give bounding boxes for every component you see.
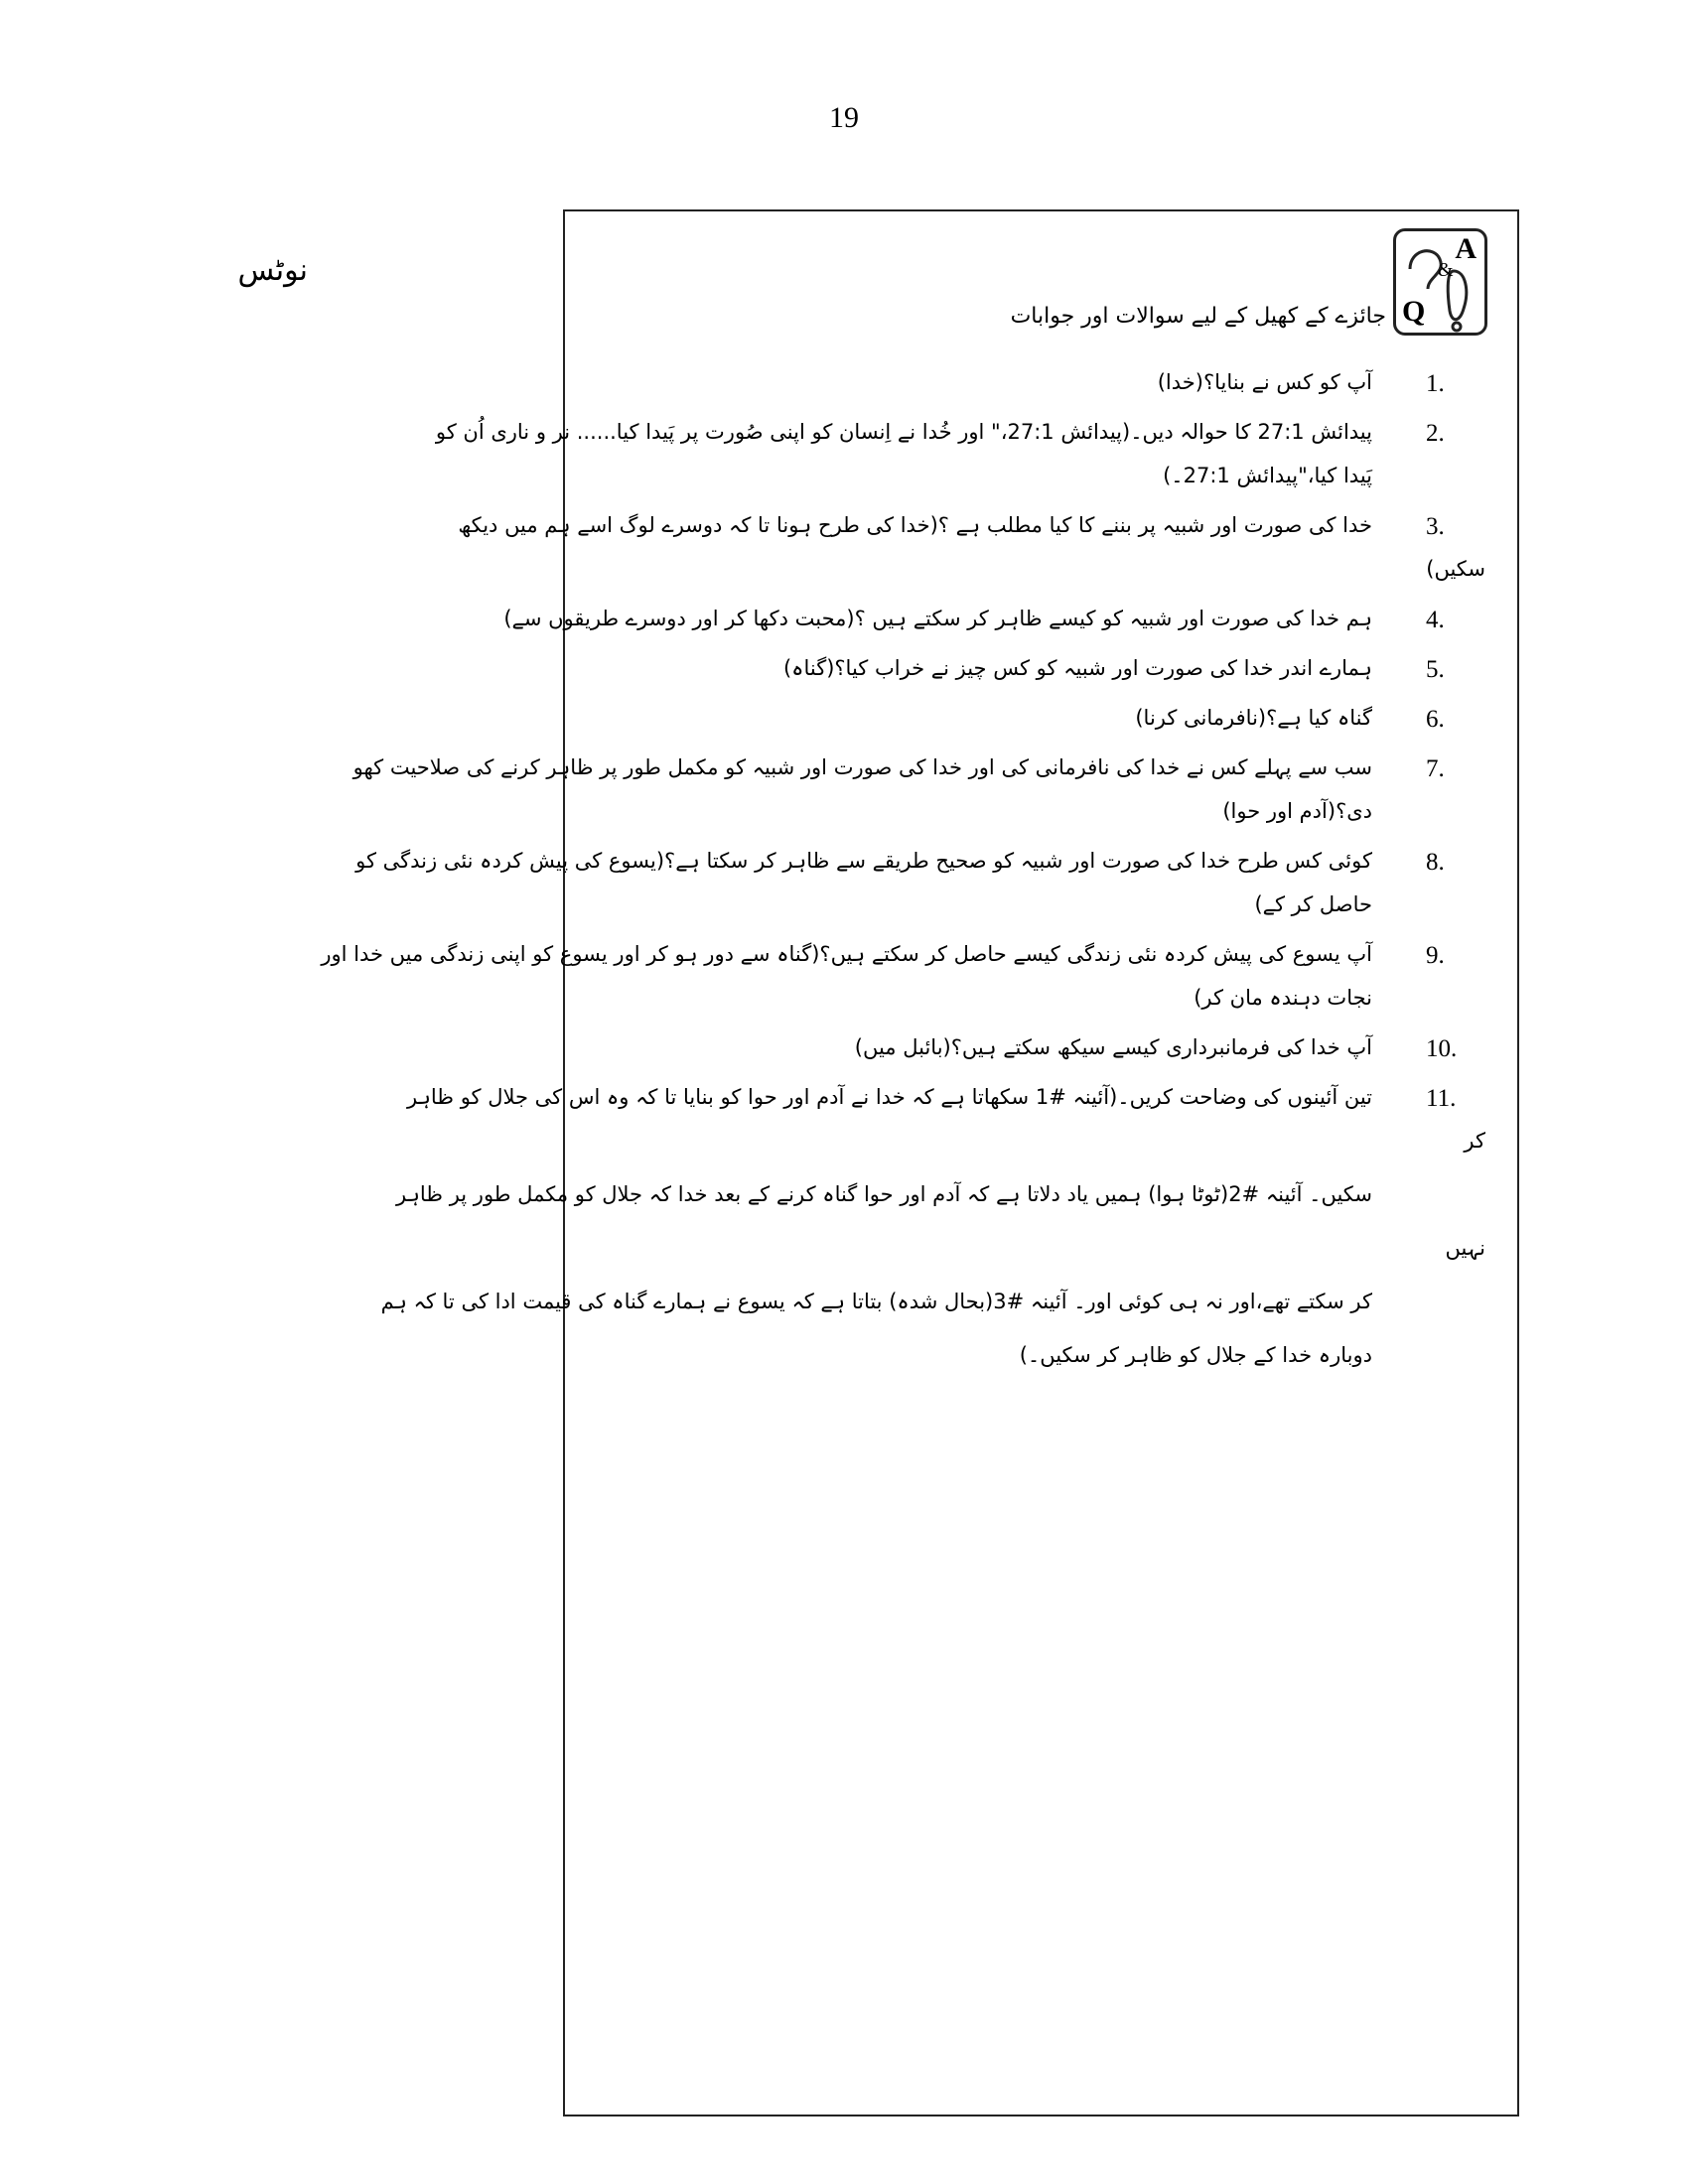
- question-item: [458, 503, 1503, 591]
- question-text-line: سب سے پہلے کس نے خدا کی نافرمانی کی اور خدا کی صورت اور شبیہ کو مکمل طور پر ظاہر کرنے کی صلاحیت کھو: [352, 755, 1372, 779]
- question-item: [352, 746, 1503, 833]
- question-text-line: حاصل کر کے): [1254, 892, 1372, 916]
- question-item: [503, 597, 1503, 640]
- question-text-line: پیدائش 27:1 کا حوالہ دیں۔(پیدائش 27:1،" اور خُدا نے اِنسان کو اپنی صُورت پر پَیدا کیا...... نر و ناری اُن کو: [435, 420, 1372, 444]
- qa-logo-icon: [1393, 228, 1487, 336]
- qa-logo-q: Q: [1402, 295, 1426, 328]
- question-number: 9.: [1426, 942, 1445, 969]
- question-item: [380, 1075, 1503, 1377]
- question-item: [579, 1025, 1503, 1069]
- question-number: 1.: [1426, 370, 1445, 397]
- qa-logo-a: A: [1455, 232, 1477, 265]
- question-text-line: کوئی کس طرح خدا کی صورت اور شبیہ کو صحیح طریقے سے ظاہر کر سکتا ہے؟(یسوع کی پیش کردہ نئی زندگی کو: [355, 849, 1372, 873]
- question-number: 7.: [1426, 755, 1445, 782]
- question-item: [355, 839, 1503, 926]
- question-item: [579, 646, 1503, 690]
- qa-section-frame: [321, 209, 1519, 2116]
- question-text-line: دوبارہ خدا کے جلال کو ظاہر کر سکیں۔): [1019, 1343, 1372, 1367]
- question-item: [579, 360, 1503, 404]
- question-list: [321, 360, 1503, 1377]
- question-number: 2.: [1426, 420, 1445, 447]
- question-text-line: گناہ کیا ہے؟(نافرمانی کرنا): [1135, 706, 1372, 730]
- question-text-line: دی؟(آدم اور حوا): [1222, 799, 1372, 823]
- question-text-line: ہم خدا کی صورت اور شبیہ کو کیسے ظاہر کر سکتے ہیں ؟(محبت دکھا کر اور دوسرے طریقوں سے): [503, 607, 1372, 630]
- question-item: [321, 932, 1503, 1020]
- question-text-line: آپ یسوع کی پیش کردہ نئی زندگی کیسے حاصل کر سکتے ہیں؟(گناہ سے دور ہو کر اور یسوع کو اپنی زندگی میں خدا اور: [321, 942, 1372, 966]
- question-item: [579, 696, 1503, 740]
- question-text-line: نہیں: [1445, 1236, 1485, 1260]
- question-number: 6.: [1426, 706, 1445, 733]
- question-text-line: تین آئینوں کی وضاحت کریں۔(آئینہ #1 سکھاتا ہے کہ خدا نے آدم اور حوا کو بنایا تا کہ وہ اس کی جلال کو ظاہر: [407, 1085, 1372, 1109]
- question-number: 8.: [1426, 849, 1445, 876]
- section-heading: جائزے کے کھیل کے لیے سوالات اور جوابات: [1010, 304, 1386, 329]
- question-text-line: کر: [1464, 1129, 1485, 1153]
- question-number: 10.: [1426, 1035, 1458, 1062]
- qa-logo-amp: &: [1438, 259, 1454, 281]
- question-text-line: آپ کو کس نے بنایا؟(خدا): [1157, 370, 1372, 394]
- question-text-line: سکیں۔ آئینہ #2(ٹوٹا ہوا) ہمیں یاد دلاتا ہے کہ آدم اور حوا گناہ کرنے کے بعد خدا کہ جلال کو مکمل طور پر ظاہر: [396, 1182, 1372, 1206]
- question-text-line: سکیں): [1426, 557, 1485, 581]
- question-text-line: پَیدا کیا،"پیدائش 27:1۔): [1163, 464, 1372, 487]
- question-number: 4.: [1426, 607, 1445, 633]
- question-number: 3.: [1426, 513, 1445, 540]
- question-text-line: ہمارے اندر خدا کی صورت اور شبیہ کو کس چیز نے خراب کیا؟(گناہ): [782, 656, 1372, 680]
- question-number: 11.: [1426, 1085, 1457, 1112]
- page-number: 19: [829, 101, 859, 134]
- question-item: [435, 410, 1503, 497]
- question-text-line: کر سکتے تھے،اور نہ ہی کوئی اور۔ آئینہ #3(بحال شدہ) بتاتا ہے کہ یسوع نے ہمارے گناہ کی قیمت ادا کی تا کہ ہم: [380, 1290, 1372, 1313]
- question-text-line: خدا کی صورت اور شبیہ پر بننے کا کیا مطلب ہے ؟(خدا کی طرح ہونا تا کہ دوسرے لوگ اسے ہم میں دیکھ: [458, 513, 1372, 537]
- question-number: 5.: [1426, 656, 1445, 683]
- question-text-line: نجات دہندہ مان کر): [1194, 986, 1372, 1010]
- notes-label: نوٹس: [237, 253, 308, 288]
- question-text-line: آپ خدا کی فرمانبرداری کیسے سیکھ سکتے ہیں؟(بائبل میں): [854, 1035, 1372, 1059]
